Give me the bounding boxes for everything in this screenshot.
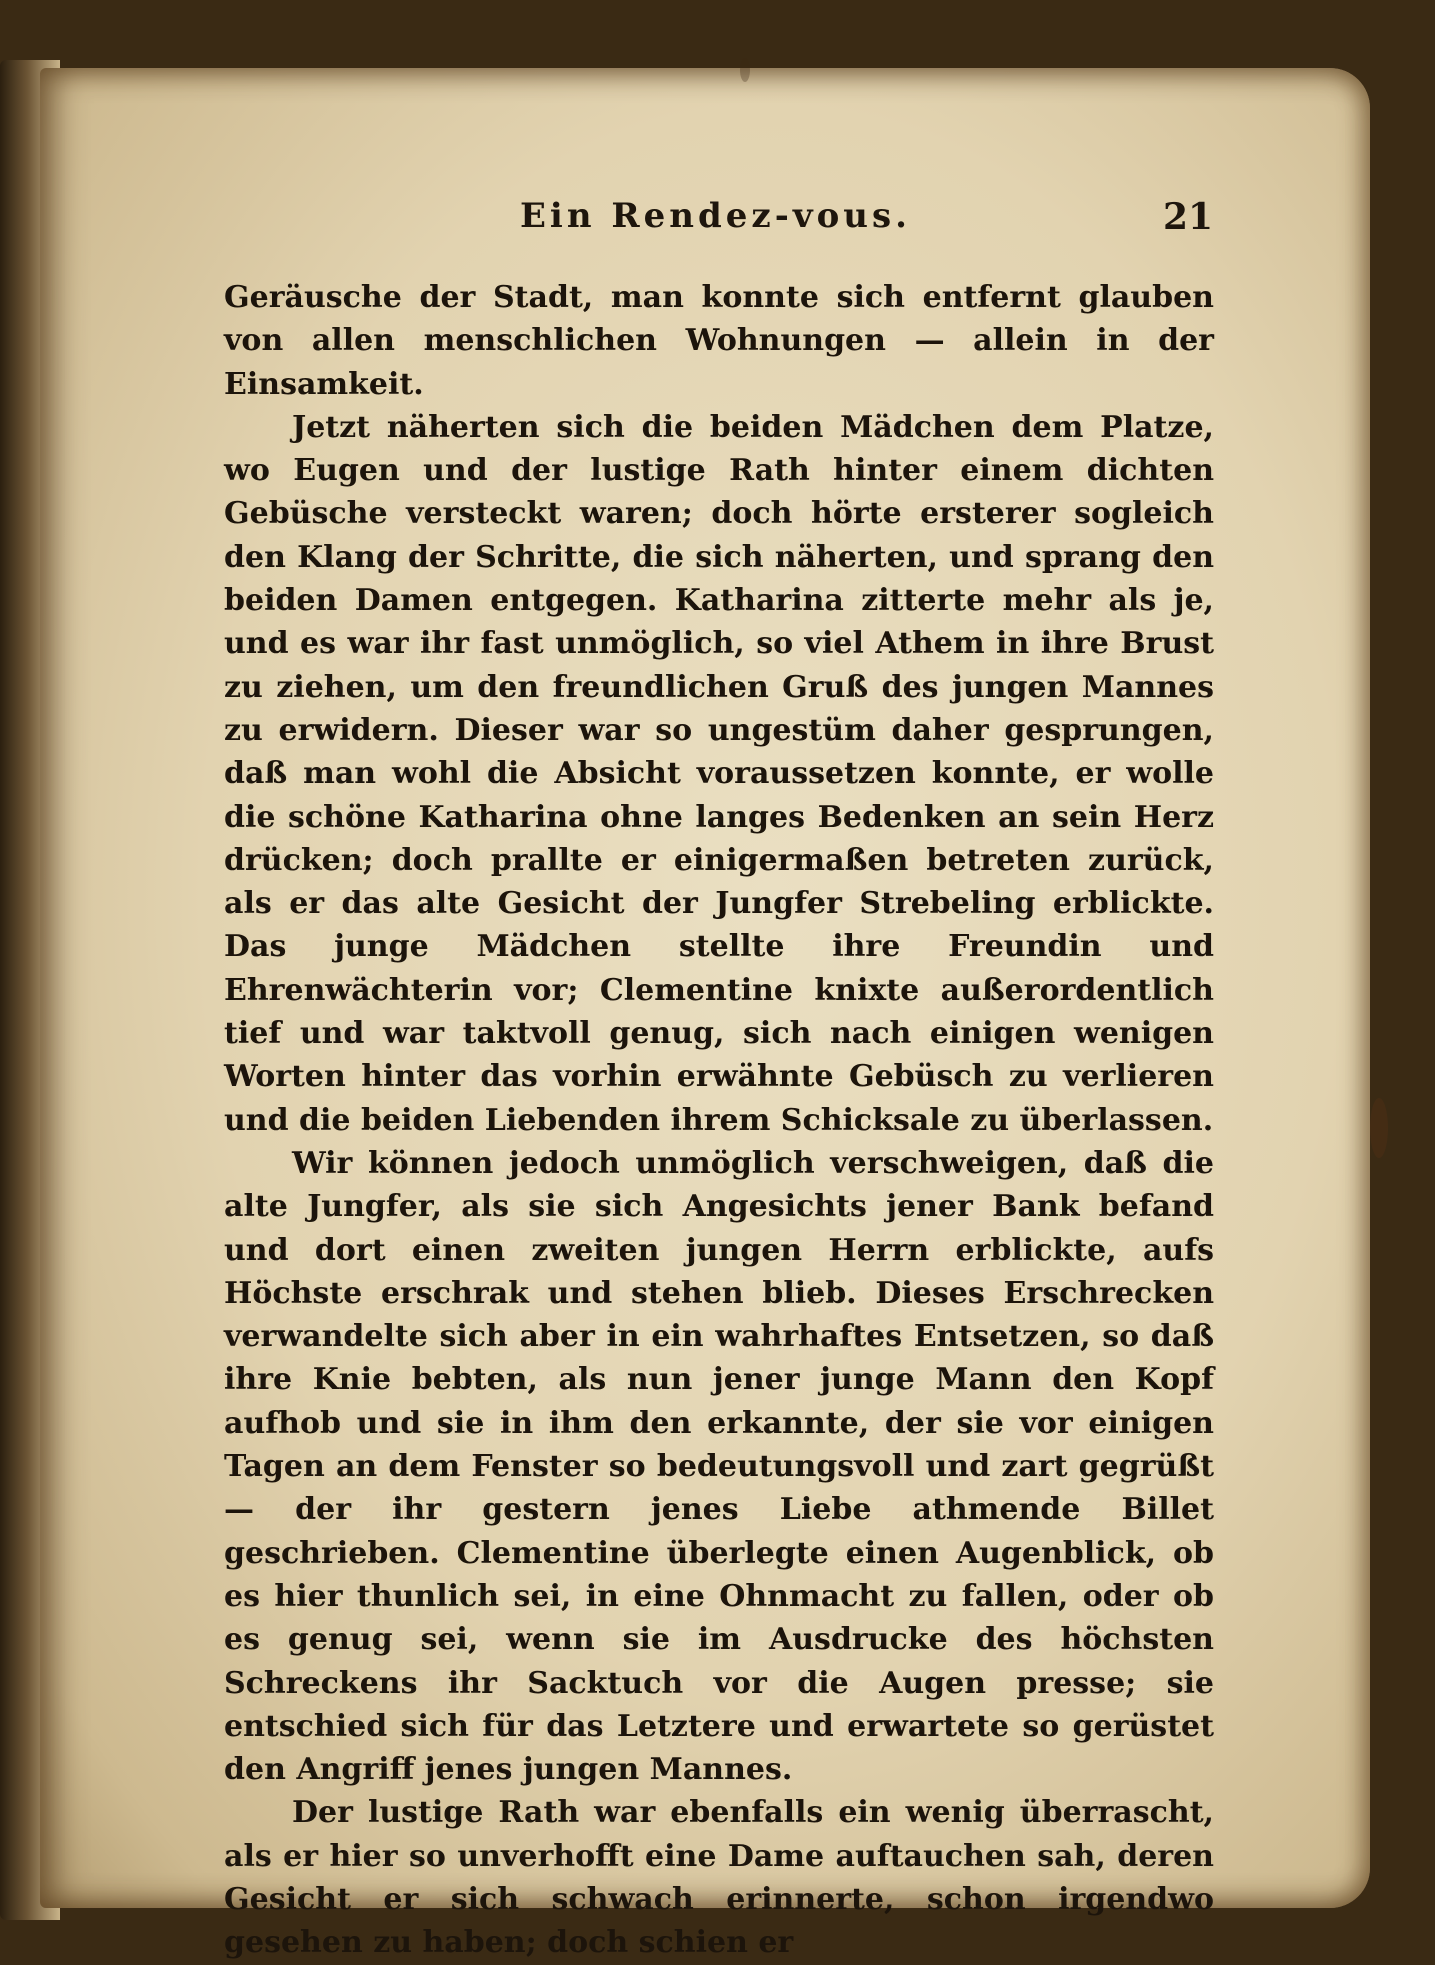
- paragraph: Wir können jedoch unmöglich verschweigen, daß die alte Jungfer, als sie sich Angesichts jener Bank befand und dort einen zweiten jungen Herrn erblickte, aufs Höchste erschrak und stehen blieb. Dieses Erschrecken verwandelte sich aber in ein wahrhaftes Entsetzen, so daß ihre Knie bebten, als nun jener junge Mann den Kopf aufhob und sie in ihm den erkannte, der sie vor einigen Tagen an dem Fenster so bedeutungsvoll und zart gegrüßt — der ihr gestern jenes Liebe athmende Billet geschrieben. Clementine überlegte einen Augenblick, ob es hier thunlich sei, in eine Ohnmacht zu fallen, oder ob es genug sei, wenn sie im Ausdrucke des höchsten Schreckens ihr Sacktuch vor die Augen presse; sie entschied sich für das Letztere und erwartete so gerüstet den Angriff jenes jungen Mannes.: [224, 1145, 1214, 1788]
- running-title: Ein Rendez-vous.: [520, 196, 911, 236]
- paragraph: Geräusche der Stadt, man konnte sich entfernt glauben von allen menschlichen Wohnungen — allein in der Einsamkeit.: [224, 280, 1214, 402]
- paper-stain: [740, 58, 750, 82]
- paragraph: Der lustige Rath war ebenfalls ein wenig überrascht, als er hier so unverhofft eine Dame auftauchen sah, deren Gesicht er sich schwach erinnerte, schon irgendwo gesehen zu haben; doch schien er: [224, 1795, 1214, 1961]
- paper-stain: [1370, 1098, 1388, 1158]
- page-number: 21: [1163, 196, 1214, 238]
- body-text: [224, 276, 1214, 1965]
- paragraph: Jetzt näherten sich die beiden Mädchen dem Platze, wo Eugen und der lustige Rath hinter einem dichten Gebüsche versteckt waren; doch hörte ersterer sogleich den Klang der Schritte, die sich näherten, und sprang den beiden Damen entgegen. Katharina zitterte mehr als je, und es war ihr fast unmöglich, so viel Athem in ihre Brust zu ziehen, um den freundlichen Gruß des jungen Mannes zu erwidern. Dieser war so ungestüm daher gesprungen, daß man wohl die Absicht voraussetzen konnte, er wolle die schöne Katharina ohne langes Bedenken an sein Herz drücken; doch prallte er einigermaßen betreten zurück, als er das alte Gesicht der Jungfer Strebeling erblickte. Das junge Mädchen stellte ihre Freundin und Ehrenwächterin vor; Clementine knixte außerordentlich tief und war taktvoll genug, sich nach einigen wenigen Worten hinter das vorhin erwähnte Gebüsch zu verlieren und die beiden Liebenden ihrem Schicksale zu überlassen.: [224, 409, 1214, 1138]
